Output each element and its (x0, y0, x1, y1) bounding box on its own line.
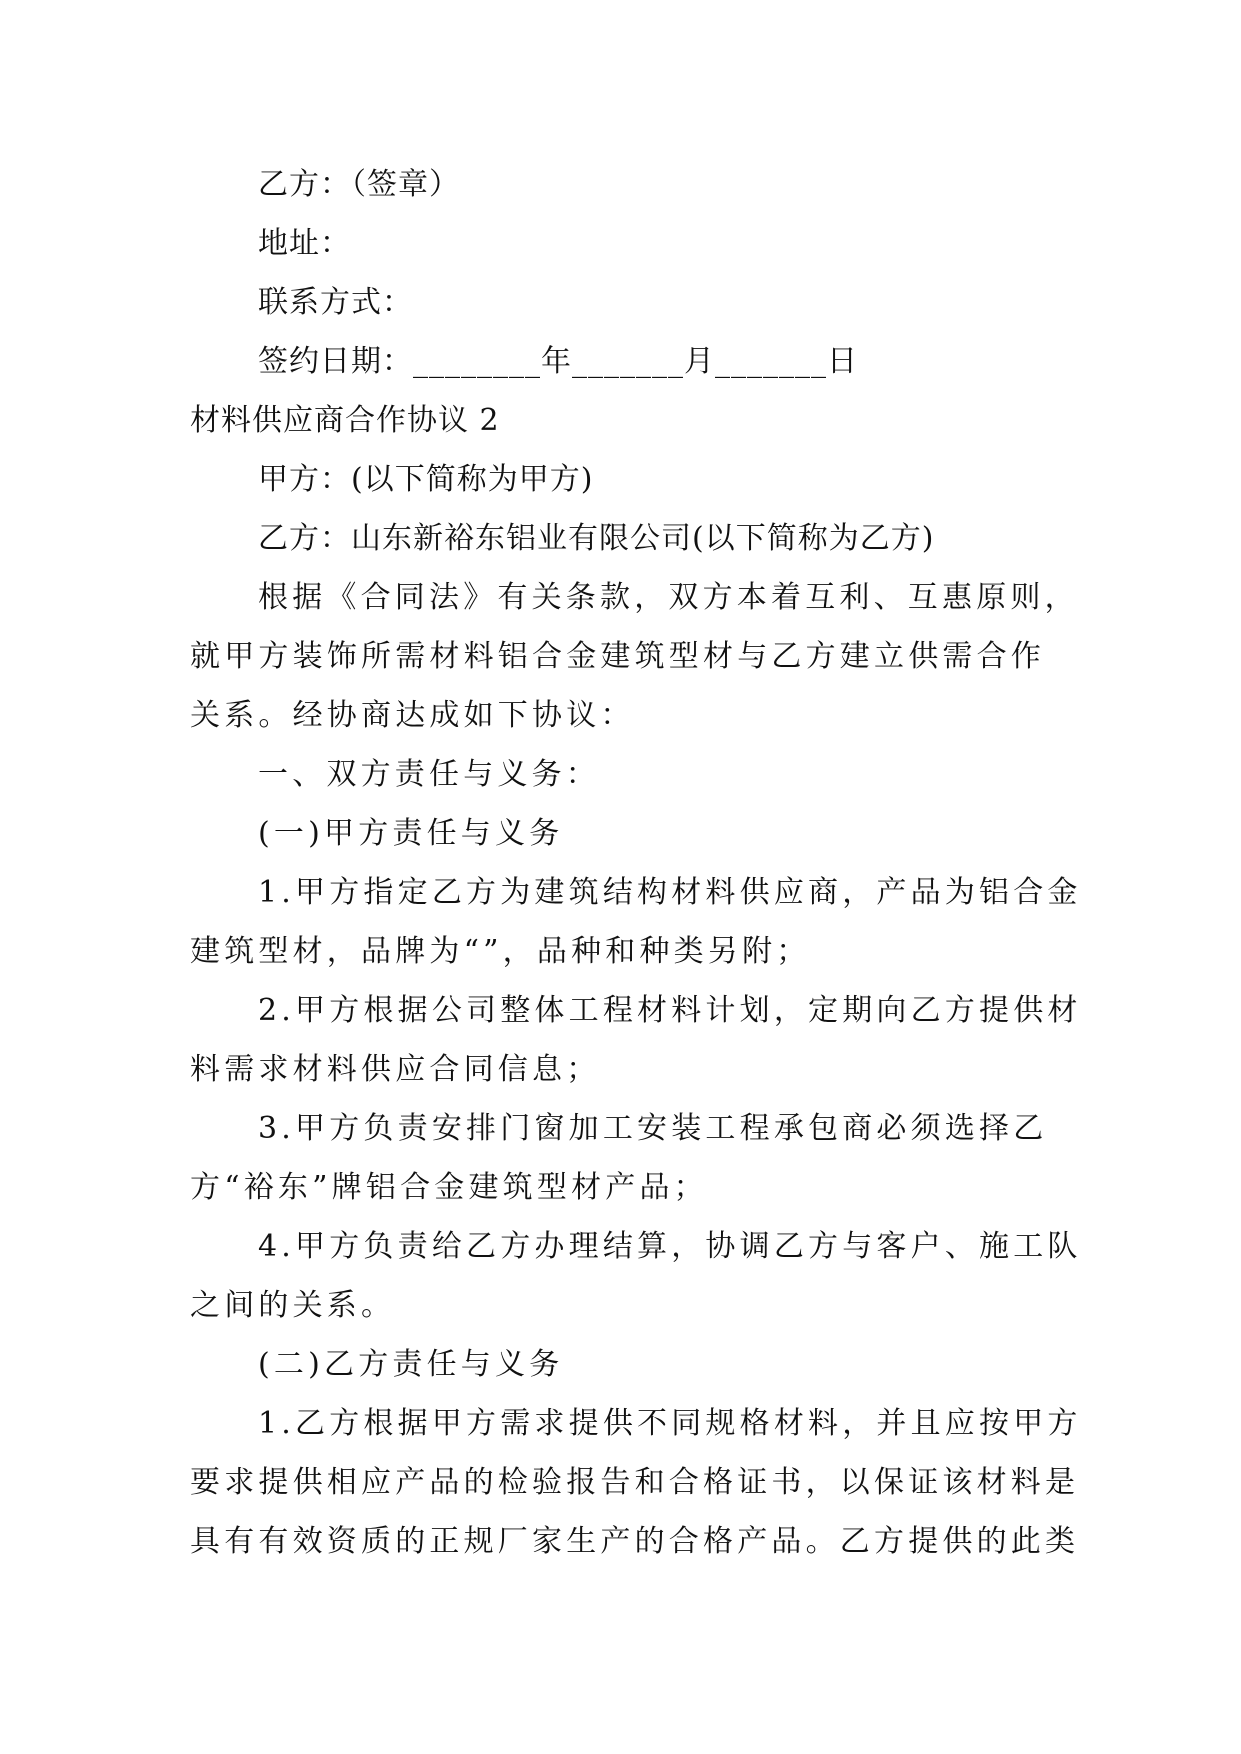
paragraph-line: 方“裕东”牌铝合金建筑型材产品； (190, 1170, 708, 1205)
signature-date: 签约日期：________年_______月_______日 (258, 344, 858, 379)
paragraph-line: 根据《合同法》有关条款，双方本着互利、互惠原则， (258, 580, 1079, 615)
paragraph-line: 具有有效资质的正规厂家生产的合格产品。乙方提供的此类 (190, 1524, 1080, 1559)
paragraph-line: 4.甲方负责给乙方办理结算，协调乙方与客户、施工队 (258, 1229, 1082, 1264)
paragraph-line: 料需求材料供应合同信息； (190, 1052, 601, 1087)
signature-contact: 联系方式： (258, 285, 413, 320)
paragraph-line: 关系。经协商达成如下协议： (190, 698, 635, 733)
signature-party-b: 乙方：（签章） (258, 167, 460, 202)
signature-address: 地址： (258, 226, 351, 261)
paragraph-line: 甲方：(以下简称为甲方) (258, 462, 594, 497)
paragraph-line: 1.乙方根据甲方需求提供不同规格材料，并且应按甲方 (258, 1406, 1082, 1441)
paragraph-line: 2.甲方根据公司整体工程材料计划，定期向乙方提供材 (258, 993, 1082, 1028)
paragraph-line: 就甲方装饰所需材料铝合金建筑型材与乙方建立供需合作 (190, 639, 1045, 674)
paragraph-line: 之间的关系。 (190, 1288, 396, 1323)
paragraph-line: 建筑型材，品牌为“”，品种和种类另附； (190, 934, 811, 969)
paragraph-line: 3.甲方负责安排门窗加工安装工程承包商必须选择乙 (258, 1111, 1048, 1146)
paragraph-line: (一)甲方责任与义务 (258, 816, 564, 851)
paragraph-line: 要求提供相应产品的检验报告和合格证书，以保证该材料是 (190, 1465, 1080, 1500)
paragraph-line: 一、双方责任与义务： (258, 757, 600, 792)
document-title: 材料供应商合作协议 2 (190, 403, 500, 438)
paragraph-line: 1.甲方指定乙方为建筑结构材料供应商，产品为铝合金 (258, 875, 1082, 910)
paragraph-line: 乙方：山东新裕东铝业有限公司(以下简称为乙方) (258, 521, 935, 556)
paragraph-line: (二)乙方责任与义务 (258, 1347, 564, 1382)
